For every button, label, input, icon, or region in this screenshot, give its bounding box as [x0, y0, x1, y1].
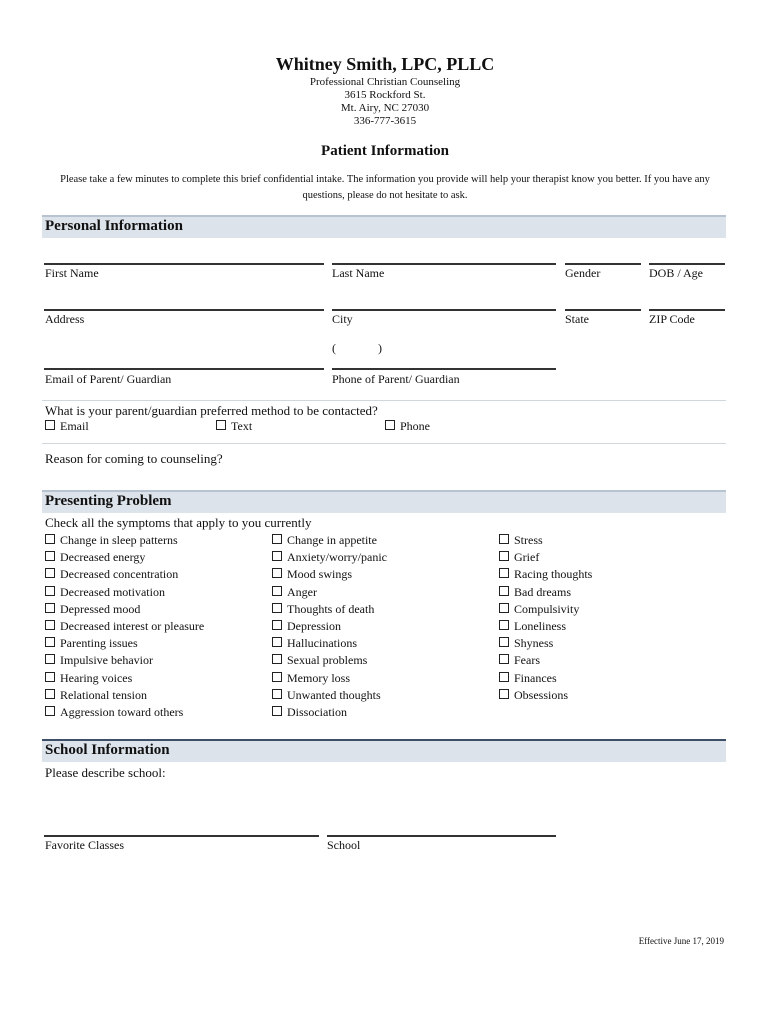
dob-label: DOB / Age: [649, 266, 703, 280]
symptom-label: Decreased interest or pleasure: [60, 618, 205, 633]
checkbox[interactable]: [272, 689, 282, 699]
presenting-problem-heading: Presenting Problem: [45, 493, 172, 509]
contact-option-text[interactable]: Text: [216, 419, 252, 434]
address-label: Address: [45, 312, 85, 326]
symptom-label: Decreased concentration: [60, 567, 179, 582]
phone-area-code: ( ): [332, 341, 382, 355]
checkbox[interactable]: [499, 534, 509, 544]
symptom-item[interactable]: [499, 602, 592, 619]
checkbox[interactable]: [45, 551, 55, 561]
checkbox[interactable]: [45, 654, 55, 664]
contact-option-email[interactable]: Email: [45, 419, 89, 434]
checkbox[interactable]: [499, 586, 509, 596]
symptom-label: Grief: [514, 550, 540, 565]
symptom-item[interactable]: [499, 688, 592, 705]
checkbox[interactable]: [272, 568, 282, 578]
symptom-item[interactable]: [272, 705, 387, 722]
practice-city: Mt. Airy, NC 27030: [340, 102, 430, 114]
symptom-label: Change in appetite: [287, 533, 377, 547]
school-label: School: [327, 838, 361, 852]
symptom-label: Anger: [287, 584, 317, 599]
symptom-item[interactable]: [45, 653, 204, 670]
symptom-label: Relational tension: [60, 687, 147, 702]
symptom-item[interactable]: [272, 671, 387, 688]
symptom-item[interactable]: [499, 636, 592, 653]
symptom-label: Loneliness: [514, 618, 566, 633]
checkbox[interactable]: [499, 689, 509, 699]
symptom-item[interactable]: [272, 550, 387, 567]
symptom-label: Decreased energy: [60, 550, 146, 565]
symptom-label: Impulsive behavior: [60, 653, 153, 668]
symptom-item[interactable]: [45, 705, 204, 722]
phone-label: Phone of Parent/ Guardian: [332, 372, 460, 386]
symptom-item[interactable]: [499, 567, 592, 584]
symptom-item[interactable]: [45, 688, 204, 705]
checkbox[interactable]: [499, 620, 509, 630]
gender-field[interactable]: [565, 263, 641, 265]
symptom-label: Change in sleep patterns: [60, 533, 178, 547]
checkbox[interactable]: [45, 534, 55, 544]
symptom-item[interactable]: [272, 567, 387, 584]
symptom-label: Fears: [514, 653, 540, 668]
checkbox[interactable]: [45, 689, 55, 699]
symptom-label: Bad dreams: [514, 584, 571, 599]
symptom-label: Memory loss: [287, 670, 350, 685]
contact-option-phone[interactable]: Phone: [385, 419, 430, 434]
city-label: City: [332, 312, 353, 326]
effective-date: Effective June 17, 2019: [638, 936, 724, 946]
symptom-label: Shyness: [514, 636, 554, 651]
symptom-label: Racing thoughts: [514, 567, 593, 582]
checkbox[interactable]: [272, 637, 282, 647]
state-field[interactable]: [565, 309, 641, 311]
email-field[interactable]: [44, 368, 324, 370]
symptom-item[interactable]: [499, 671, 592, 688]
symptom-item[interactable]: [45, 602, 204, 619]
checkbox[interactable]: [499, 672, 509, 682]
checkbox[interactable]: [499, 568, 509, 578]
divider: [42, 443, 726, 444]
reason-label: Reason for coming to counseling?: [45, 451, 223, 466]
personal-information-header: [42, 215, 726, 238]
presenting-problem-header: [42, 490, 726, 513]
describe-school-label: Please describe school:: [45, 765, 166, 780]
zip-label: ZIP Code: [649, 312, 695, 326]
symptom-label: Dissociation: [287, 704, 347, 719]
symptom-item[interactable]: [45, 585, 204, 602]
symptom-label: Finances: [514, 670, 557, 685]
checkbox[interactable]: [272, 551, 282, 561]
symptom-item[interactable]: [499, 653, 592, 670]
practice-title: Whitney Smith, LPC, PLLC: [275, 54, 495, 74]
symptom-label: Anxiety/worry/panic: [287, 550, 387, 565]
symptom-item[interactable]: [272, 602, 387, 619]
checkbox[interactable]: [499, 637, 509, 647]
zip-field[interactable]: [649, 309, 725, 311]
checkbox[interactable]: [45, 568, 55, 578]
symptoms-column-3: [499, 533, 592, 705]
symptoms-column-2: [272, 533, 387, 722]
phone-field[interactable]: [332, 368, 556, 370]
contact-question: What is your parent/guardian preferred method to be contacted?: [45, 403, 378, 418]
symptom-item[interactable]: [45, 619, 204, 636]
checkbox[interactable]: [45, 706, 55, 716]
state-label: State: [565, 312, 589, 326]
checkbox[interactable]: [385, 420, 395, 430]
practice-phone: 336-777-3615: [353, 115, 417, 127]
symptom-item[interactable]: [499, 585, 592, 602]
symptom-item[interactable]: [272, 636, 387, 653]
checkbox[interactable]: [272, 672, 282, 682]
favorite-classes-field[interactable]: [44, 835, 319, 837]
gender-label: Gender: [565, 266, 601, 280]
symptom-label: Hallucinations: [287, 636, 357, 651]
symptom-item[interactable]: [45, 636, 204, 653]
first-name-field[interactable]: [44, 263, 324, 265]
symptom-label: Sexual problems: [287, 653, 368, 668]
checkbox[interactable]: [272, 620, 282, 630]
checkbox[interactable]: [45, 420, 55, 430]
checkbox[interactable]: [45, 603, 55, 613]
symptom-label: Stress: [514, 533, 543, 547]
checkbox[interactable]: [45, 672, 55, 682]
symptom-label: Depressed mood: [60, 601, 141, 616]
symptom-label: Unwanted thoughts: [287, 687, 381, 702]
symptom-label: Mood swings: [287, 567, 353, 582]
school-information-heading: School Information: [45, 742, 170, 758]
symptom-item[interactable]: [45, 533, 204, 550]
symptom-item[interactable]: [499, 550, 592, 567]
symptom-label: Hearing voices: [60, 670, 133, 685]
symptom-label: Parenting issues: [60, 636, 138, 651]
school-field[interactable]: [327, 835, 556, 837]
intro-text: Please take a few minutes to complete this brief confidential intake. The information you provide will help your therapist know you better. If you have any questions, please do not hesitate to ask.: [60, 174, 710, 201]
checkbox[interactable]: [272, 586, 282, 596]
last-name-field[interactable]: [332, 263, 556, 265]
favorite-classes-label: Favorite Classes: [45, 838, 124, 852]
patient-information-title: Patient Information: [321, 143, 449, 159]
symptom-item[interactable]: [272, 619, 387, 636]
checkbox[interactable]: [45, 637, 55, 647]
personal-information-heading: Personal Information: [45, 218, 183, 234]
checkbox[interactable]: [272, 603, 282, 613]
last-name-label: Last Name: [332, 266, 385, 280]
symptom-item[interactable]: [272, 533, 387, 550]
checkbox[interactable]: [272, 534, 282, 544]
symptoms-instruction: Check all the symptoms that apply to you currently: [45, 515, 312, 530]
symptoms-column-1: [45, 533, 204, 722]
dob-field[interactable]: [649, 263, 725, 265]
symptom-label: Depression: [287, 618, 341, 633]
checkbox[interactable]: [216, 420, 226, 430]
symptom-label: Compulsivity: [514, 601, 580, 616]
symptom-item[interactable]: [45, 671, 204, 688]
school-information-header: [42, 739, 726, 762]
symptom-item[interactable]: [45, 550, 204, 567]
symptom-item[interactable]: [272, 688, 387, 705]
symptom-label: Aggression toward others: [60, 704, 184, 719]
symptom-label: Obsessions: [514, 687, 569, 702]
symptom-item[interactable]: [272, 585, 387, 602]
practice-street: 3615 Rockford St.: [344, 89, 426, 101]
symptom-item[interactable]: [499, 533, 592, 550]
first-name-label: First Name: [45, 266, 99, 280]
symptom-item[interactable]: [272, 653, 387, 670]
symptom-label: Decreased motivation: [60, 584, 165, 599]
email-label: Email of Parent/ Guardian: [45, 372, 172, 386]
address-field[interactable]: [44, 309, 324, 311]
symptom-item[interactable]: [45, 567, 204, 584]
city-field[interactable]: [332, 309, 556, 311]
checkbox[interactable]: [45, 586, 55, 596]
divider: [42, 400, 726, 401]
symptom-label: Thoughts of death: [287, 601, 375, 616]
checkbox[interactable]: [272, 706, 282, 716]
checkbox[interactable]: [499, 603, 509, 613]
checkbox[interactable]: [272, 654, 282, 664]
checkbox[interactable]: [45, 620, 55, 630]
checkbox[interactable]: [499, 654, 509, 664]
checkbox[interactable]: [499, 551, 509, 561]
practice-subtitle: Professional Christian Counseling: [309, 76, 461, 88]
symptom-item[interactable]: [499, 619, 592, 636]
